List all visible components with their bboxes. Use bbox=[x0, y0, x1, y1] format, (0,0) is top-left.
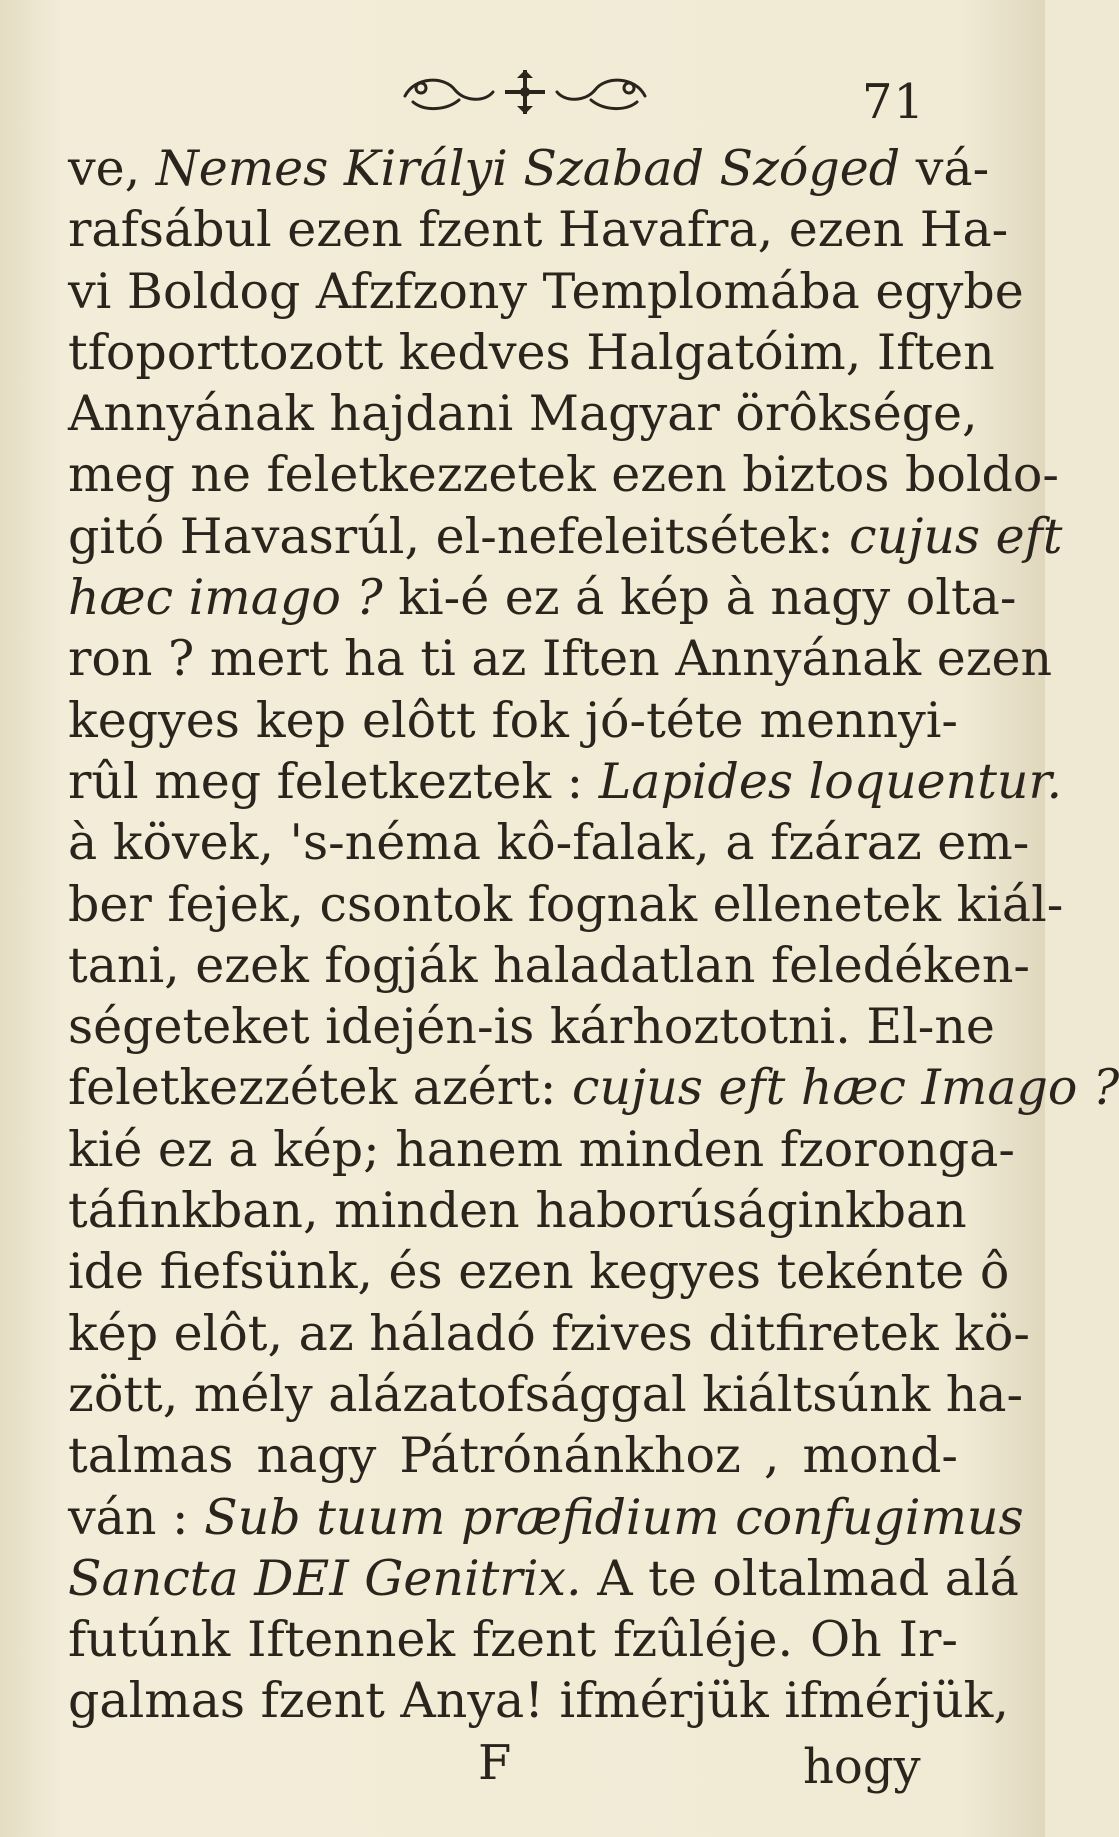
text-line bbox=[68, 1548, 1019, 1609]
page-header bbox=[0, 62, 1045, 132]
text-line bbox=[68, 138, 990, 199]
text-line bbox=[68, 751, 1063, 812]
text-line bbox=[68, 199, 1009, 260]
text-line bbox=[68, 567, 1017, 628]
text-segment: rûl meg feletkeztek : bbox=[68, 752, 599, 810]
text-segment: ron ? mert ha ti az Iften Annyának ezen bbox=[68, 630, 1053, 688]
italic-text-segment: hæc imago ? bbox=[68, 569, 383, 627]
text-line bbox=[68, 444, 1059, 505]
text-line bbox=[68, 1609, 958, 1670]
italic-text-segment: cujus eft bbox=[849, 507, 1063, 565]
text-segment: táfinkban, minden haborúságinkban bbox=[68, 1182, 967, 1240]
text-segment: ve, bbox=[68, 140, 156, 197]
text-line bbox=[68, 1119, 1015, 1180]
italic-text-segment: Sub tuum præfidium confugimus bbox=[204, 1488, 1024, 1546]
text-segment: galmas fzent Anya! ifmérjük ifmérjük, bbox=[68, 1672, 1009, 1730]
text-segment: vi Boldog Afzfzony Templomába egybe bbox=[68, 262, 1024, 320]
text-line bbox=[68, 261, 1024, 322]
text-segment: feletkezzétek azért: bbox=[68, 1059, 572, 1117]
italic-text-segment: Nemes Királyi Szabad Szóged bbox=[155, 140, 901, 197]
text-line bbox=[68, 383, 978, 444]
catchword: hogy bbox=[803, 1739, 921, 1795]
text-line bbox=[68, 1241, 1010, 1302]
italic-text-segment: Sancta DEI Genitrix. bbox=[68, 1549, 582, 1607]
text-segment: talmas nagy Pátrónánkhoz , mond- bbox=[68, 1427, 958, 1485]
text-segment: ide fiefsünk, és ezen kegyes tekénte ô bbox=[68, 1243, 1010, 1301]
text-segment: kép elôt, az háladó fzives ditfiretek kö- bbox=[68, 1304, 1030, 1362]
page-footer bbox=[0, 1735, 1045, 1805]
text-segment: kegyes kep elôtt fok jó-téte mennyi- bbox=[68, 691, 958, 749]
text-segment: kié ez a kép; hanem minden fzoronga- bbox=[68, 1120, 1015, 1178]
text-line bbox=[68, 628, 1053, 689]
text-segment: meg ne feletkezzetek ezen biztos boldo- bbox=[68, 446, 1059, 504]
body-text bbox=[68, 138, 1119, 1732]
italic-text-segment: Lapides loquentur. bbox=[598, 752, 1063, 810]
text-segment: tani, ezek fogják haladatlan feledéken- bbox=[68, 936, 1030, 994]
signature-mark: F bbox=[478, 1735, 512, 1791]
text-line bbox=[68, 322, 995, 383]
text-segment: ki-é ez á kép à nagy olta- bbox=[382, 569, 1017, 627]
text-segment: zött, mély alázatofsággal kiáltsúnk ha- bbox=[68, 1365, 1024, 1423]
text-line bbox=[68, 996, 995, 1057]
text-line bbox=[68, 1303, 1030, 1364]
text-segment: vá- bbox=[900, 140, 990, 197]
fleuron-ornament-icon bbox=[385, 62, 665, 120]
text-line bbox=[68, 874, 1064, 935]
text-line bbox=[68, 1057, 1119, 1118]
text-line bbox=[68, 506, 1063, 567]
text-segment: ber fejek, csontok fognak ellenetek kiál- bbox=[68, 875, 1064, 933]
text-line bbox=[68, 812, 1030, 873]
text-line bbox=[68, 690, 958, 751]
text-segment: tfoporttozott kedves Halgatóim, Iften bbox=[68, 323, 995, 381]
text-segment: ségeteket idején-is kárhoztotni. El-ne bbox=[68, 998, 995, 1056]
text-segment: A te oltalmad alá bbox=[581, 1549, 1019, 1607]
text-line bbox=[68, 935, 1030, 996]
text-segment: rafsábul ezen fzent Havafra, ezen Ha- bbox=[68, 201, 1009, 259]
text-segment: Annyának hajdani Magyar örôksége, bbox=[68, 385, 978, 443]
text-segment: à kövek, 's-néma kô-falak, a fzáraz em- bbox=[68, 814, 1030, 872]
text-segment: ván : bbox=[68, 1488, 205, 1546]
text-line bbox=[68, 1670, 1009, 1731]
text-line bbox=[68, 1425, 958, 1486]
text-line bbox=[68, 1180, 967, 1241]
text-line bbox=[68, 1364, 1024, 1425]
page-number: 71 bbox=[862, 74, 926, 130]
text-segment: gitó Havasrúl, el-nefeleitsétek: bbox=[68, 507, 850, 565]
text-line bbox=[68, 1487, 1024, 1548]
text-segment: futúnk Iftennek fzent fzûléje. Oh Ir- bbox=[68, 1611, 958, 1669]
italic-text-segment: cujus eft hæc Imago ? bbox=[572, 1059, 1119, 1117]
